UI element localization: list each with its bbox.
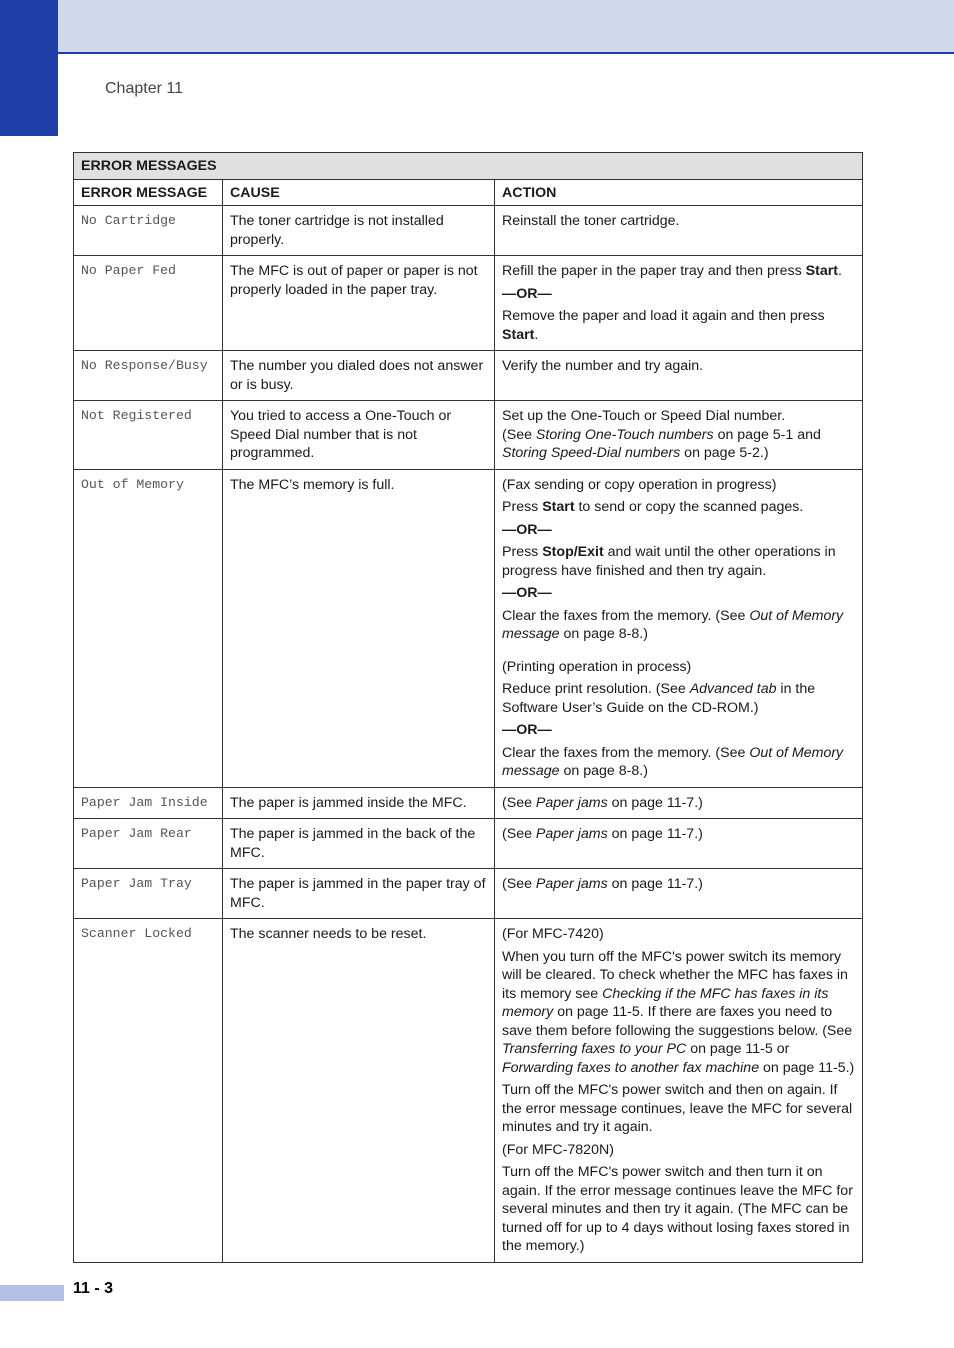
cause-cell: The paper is jammed in the back of the MFC.: [223, 819, 495, 869]
error-code: Scanner Locked: [74, 919, 223, 1263]
action-text: Set up the One-Touch or Speed Dial number. (See Storing One-Touch numbers on page 5-1 and Storing Speed-Dial numbers on page 5-2.): [502, 408, 821, 461]
action-text: Refill the paper in the paper tray and then press Start.: [502, 263, 842, 279]
table-title: ERROR MESSAGES: [74, 153, 863, 180]
action-cell: [495, 401, 863, 470]
action-text: Press Stop/Exit and wait until the other operations in progress have finished and then try again.: [502, 544, 836, 579]
action-cell: [495, 206, 863, 256]
footer-band: [0, 1285, 64, 1301]
cause-cell: The number you dialed does not answer or is busy.: [223, 351, 495, 401]
cause-cell: The MFC is out of paper or paper is not properly loaded in the paper tray.: [223, 256, 495, 351]
action-cell: [495, 869, 863, 919]
or-separator: —OR—: [502, 722, 552, 738]
action-cell: [495, 351, 863, 401]
table-row: [74, 469, 863, 787]
error-code: Paper Jam Rear: [74, 819, 223, 869]
action-cell: [495, 819, 863, 869]
action-cell: [495, 787, 863, 819]
column-header-error-message: ERROR MESSAGE: [74, 179, 223, 206]
error-code: No Response/Busy: [74, 351, 223, 401]
action-text: (For MFC-7420): [502, 926, 604, 942]
table-row: [74, 819, 863, 869]
action-cell: [495, 919, 863, 1263]
action-text: Reinstall the toner cartridge.: [502, 213, 680, 229]
error-code: No Cartridge: [74, 206, 223, 256]
action-text: When you turn off the MFC's power switch its memory will be cleared. To check whether the MFC has faxes in its memory see Checking if the MFC has faxes in its memory on page 11-5. If there are faxes you need to save them before following the suggestions below. (See Transferring faxes to your PC on page 11-5 or Forwarding faxes to another fax machine on page 11-5.): [502, 948, 855, 1076]
error-messages-table: [73, 152, 863, 1263]
error-code: Out of Memory: [74, 469, 223, 787]
action-text: Reduce print resolution. (See Advanced tab in the Software User’s Guide on the CD-ROM.): [502, 681, 816, 716]
table-row: [74, 256, 863, 351]
action-text: Turn off the MFC's power switch and then turn it on again. If the error message continues leave the MFC for several minutes and then try it again. (The MFC can be turned off for up to 4 days without losing faxes stored in the memory.): [502, 1164, 853, 1254]
error-code: Paper Jam Inside: [74, 787, 223, 819]
action-text: (Fax sending or copy operation in progress): [502, 476, 777, 493]
cause-cell: The MFC’s memory is full.: [223, 469, 495, 787]
action-text: Clear the faxes from the memory. (See Out of Memory message on page 8-8.): [502, 607, 844, 642]
table-row: [74, 787, 863, 819]
action-cell: [495, 256, 863, 351]
table-row: [74, 351, 863, 401]
error-code: Paper Jam Tray: [74, 869, 223, 919]
table-row: [74, 869, 863, 919]
chapter-label: Chapter 11: [105, 80, 183, 97]
action-text: (See Paper jams on page 11-7.): [502, 826, 703, 842]
error-code: Not Registered: [74, 401, 223, 470]
table-header-row: [74, 179, 863, 206]
action-cell: [495, 469, 863, 787]
header-band: [0, 0, 954, 54]
or-separator: —OR—: [502, 285, 552, 302]
action-text: Remove the paper and load it again and then press Start.: [502, 308, 825, 343]
column-header-action: ACTION: [495, 179, 863, 206]
action-text: (For MFC-7820N): [502, 1141, 614, 1158]
or-separator: —OR—: [502, 585, 552, 601]
error-code: No Paper Fed: [74, 256, 223, 351]
table-row: [74, 401, 863, 470]
cause-cell: The paper is jammed inside the MFC.: [223, 787, 495, 819]
column-header-cause: CAUSE: [223, 179, 495, 206]
action-text: Verify the number and try again.: [502, 358, 704, 374]
page-number: 11 - 3: [73, 1280, 114, 1297]
action-text: Clear the faxes from the memory. (See Out of Memory message on page 8-8.): [502, 744, 844, 779]
action-text: (See Paper jams on page 11-7.): [502, 794, 703, 811]
cause-cell: The toner cartridge is not installed properly.: [223, 206, 495, 256]
action-text: Press Start to send or copy the scanned pages.: [502, 499, 804, 515]
action-text: (See Paper jams on page 11-7.): [502, 876, 703, 892]
action-text: (Printing operation in process): [502, 658, 692, 675]
table-row: [74, 206, 863, 256]
chapter-tab-block: [0, 0, 58, 136]
cause-cell: The scanner needs to be reset.: [223, 919, 495, 1263]
or-separator: —OR—: [502, 521, 552, 538]
action-text: Turn off the MFC's power switch and then on again. If the error message continues, leave the MFC for several minutes and try it again.: [502, 1082, 853, 1135]
table-row: [74, 919, 863, 1263]
table-title-row: [74, 153, 863, 180]
cause-cell: The paper is jammed in the paper tray of MFC.: [223, 869, 495, 919]
cause-cell: You tried to access a One-Touch or Speed Dial number that is not programmed.: [223, 401, 495, 470]
